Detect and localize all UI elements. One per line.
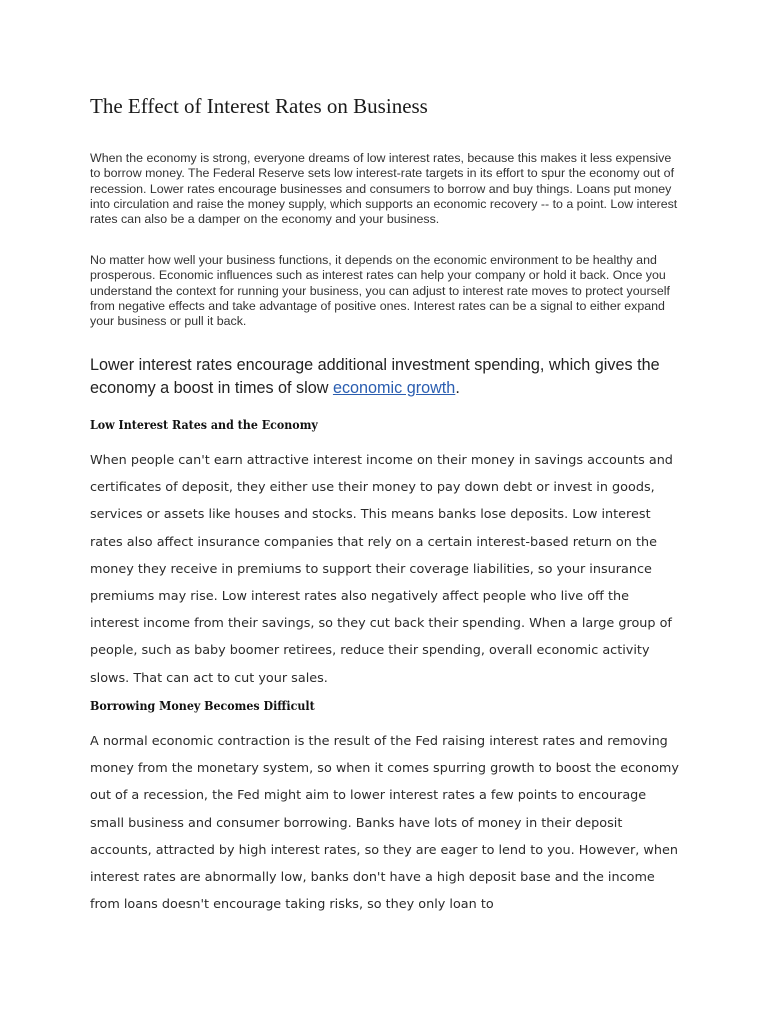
section-2-paragraph: A normal economic contraction is the result of the Fed raising interest rates and removing money from the monetary system, so when it comes spurring growth to boost the economy out of a recession, the Fed might aim to lower interest rates a few points to encourage small business and consumer borrowing. Banks have lots of money in their deposit accounts, attracted by high interest rates, so they are eager to lend to you. However, when interest rates are abnormally low, banks don't have a high deposit base and the income from loans doesn't encourage taking risks, so they only loan to [90, 734, 679, 913]
document-title: The Effect of Interest Rates on Business [90, 94, 428, 118]
section-heading-low-interest-rates: Low Interest Rates and the Economy [90, 417, 318, 432]
pull-quote [90, 354, 690, 399]
intro-paragraph-2: No matter how well your business functions, it depends on the economic environment to be healthy and prosperous. Economic influences such as interest rates can help your company or hold it back. Once you understand the context for running your business, you can adjust to interest rate moves to protect yourself from negative effects and take advantage of positive ones. Interest rates can be a signal to either expand your business or pull it back. [90, 253, 670, 329]
section-1-paragraph: When people can't earn attractive interest income on their money in savings accounts and certificates of deposit, they either use their money to pay down debt or invest in goods, services or assets like houses and stocks. This means banks lose deposits. Low interest rates also affect insurance companies that rely on a certain interest-based return on the money they receive in premiums to support their coverage liabilities, so your insurance premiums may rise. Low interest rates also negatively affect people who live off the interest income from their savings, so they cut back their spending. When a large group of people, such as baby boomer retirees, reduce their spending, overall economic activity slows. That can act to cut your sales. [90, 453, 673, 686]
section-heading-borrowing-money: Borrowing Money Becomes Difficult [90, 698, 315, 713]
intro-paragraph-1: When the economy is strong, everyone dreams of low interest rates, because this makes it less expensive to borrow money. The Federal Reserve sets low interest-rate targets in its effort to spur the economy out of recession. Lower rates encourage businesses and consumers to borrow and buy things. Loans put money into circulation and raise the money supply, which supports an economic recovery -- to a point. Low interest rates can also be a damper on the economy and your business. [90, 151, 678, 227]
economic-growth-link[interactable]: economic growth [332, 378, 456, 397]
pull-quote-text: Lower interest rates encourage additional investment spending, which gives the economy a boost in times of slow [90, 356, 660, 397]
pull-quote-end: . [455, 378, 460, 397]
